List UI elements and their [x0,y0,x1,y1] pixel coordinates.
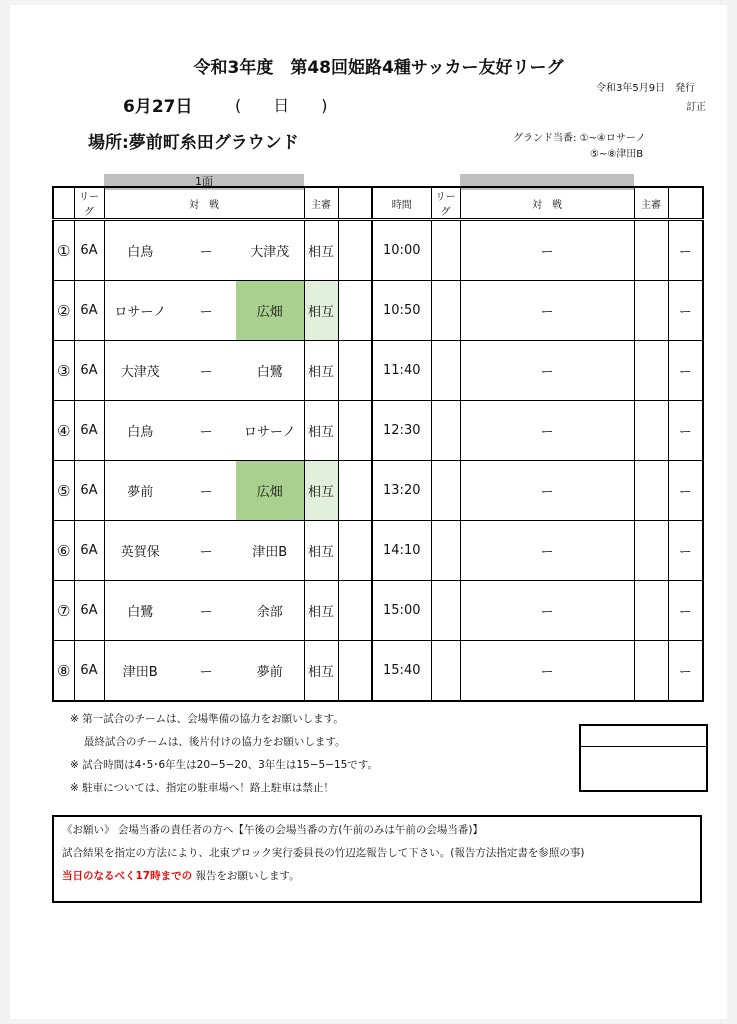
referee: 相互 [304,581,338,641]
match-number: ② [53,281,74,341]
extra: ー [668,641,703,702]
league: 6A [74,341,104,401]
kickoff-time: 13:20 [372,461,431,521]
match-2: ー [460,521,634,581]
extra: ー [668,220,703,281]
home-team: ロサーノ [104,281,176,341]
header-league: リーグ [74,187,104,220]
table-row [53,581,703,641]
match-number: ④ [53,401,74,461]
league: 6A [74,641,104,702]
versus-dash: ー [176,220,236,281]
note: ※ 試合時間は4･5･6年生は20−5−20、3年生は15−5−15です。 [70,759,379,771]
venue: 場所:夢前町糸田グラウンド [88,133,299,153]
table-row [53,461,703,521]
match-number: ① [53,220,74,281]
request-line-3: 報告をお願いします。 [195,870,300,882]
request-line-2: 試合結果を指定の方法により、北東ブロック実行委員長の竹辺迄報告して下さい。(報告方法指定書を参照の事) [62,847,585,859]
blank [338,401,372,461]
match-number: ⑦ [53,581,74,641]
match-date: 6月27日 [123,97,193,117]
blank [338,521,372,581]
request-deadline: 当日のなるべく17時までの [62,870,193,882]
schedule-table [52,186,704,702]
home-team: 夢前 [104,461,176,521]
referee: 相互 [304,220,338,281]
ref-2 [634,581,668,641]
kickoff-time: 12:30 [372,401,431,461]
extra: ー [668,281,703,341]
blank [338,581,372,641]
versus-dash: ー [176,401,236,461]
home-team: 白鳥 [104,401,176,461]
table-row [53,521,703,581]
match-2: ー [460,641,634,702]
kickoff-time: 14:10 [372,521,431,581]
referee: 相互 [304,641,338,702]
table-header [53,187,703,220]
header-time: 時間 [372,187,431,220]
versus-dash: ー [176,281,236,341]
away-team: 広畑 [236,281,304,341]
extra: ー [668,581,703,641]
ref-2 [634,521,668,581]
home-team: 英賀保 [104,521,176,581]
referee: 相互 [304,401,338,461]
extra: ー [668,521,703,581]
blank [338,281,372,341]
match-2: ー [460,220,634,281]
table-row [53,341,703,401]
away-team: 夢前 [236,641,304,702]
court-1-label: 1面 [104,174,304,190]
match-number: ⑤ [53,461,74,521]
referee: 相互 [304,521,338,581]
match-2: ー [460,281,634,341]
duty-2: ⑤~⑧津田B [590,149,644,160]
document-title: 令和3年度 第48回姫路4種サッカー友好リーグ [193,58,564,78]
table-row [53,401,703,461]
ref-2 [634,461,668,521]
blank [338,220,372,281]
league-2 [431,220,460,281]
league-2 [431,341,460,401]
league: 6A [74,461,104,521]
table-row [53,281,703,341]
versus-dash: ー [176,581,236,641]
away-team: 広畑 [236,461,304,521]
league: 6A [74,581,104,641]
home-team: 大津茂 [104,341,176,401]
league-2 [431,641,460,702]
league: 6A [74,281,104,341]
match-number: ③ [53,341,74,401]
issue-date: 令和3年5月9日 発行 [596,83,696,94]
league-2 [431,461,460,521]
duty-1: ①~④ロサーノ [579,133,646,144]
referee: 相互 [304,341,338,401]
league-2 [431,281,460,341]
away-team: 大津茂 [236,220,304,281]
blank [338,461,372,521]
match-2: ー [460,461,634,521]
request-line-1: 《お願い》 会場当番の責任者の方へ【午後の会場当番の方(午前のみは午前の会場当番)】 [62,824,484,836]
away-team: 余部 [236,581,304,641]
league: 6A [74,401,104,461]
match-2: ー [460,401,634,461]
header-ref: 主審 [304,187,338,220]
league: 6A [74,220,104,281]
duty-label: グランド当番: [513,133,577,144]
match-2: ー [460,341,634,401]
note: 最終試合のチームは、後片付けの協力をお願いします。 [70,736,346,748]
away-team: 津田B [236,521,304,581]
blank [338,341,372,401]
kickoff-time: 15:00 [372,581,431,641]
schedule-document [10,5,727,1019]
ref-2 [634,220,668,281]
table-row [53,641,703,702]
header-ref-2: 主審 [634,187,668,220]
ground-duty [513,131,646,163]
league-2 [431,581,460,641]
league: 6A [74,521,104,581]
match-2: ー [460,581,634,641]
blank [338,641,372,702]
day-of-week: ( 日 ) [235,96,328,115]
versus-dash: ー [176,641,236,702]
away-team: 白鷺 [236,341,304,401]
home-team: 津田B [104,641,176,702]
request-box [52,815,702,903]
away-team: ロサーノ [236,401,304,461]
ref-2 [634,281,668,341]
match-number: ⑧ [53,641,74,702]
home-team: 白鳥 [104,220,176,281]
ref-2 [634,401,668,461]
referee: 相互 [304,461,338,521]
league-2 [431,521,460,581]
table-row [53,220,703,281]
header-match-2: 対 戦 [460,187,634,220]
extra: ー [668,461,703,521]
versus-dash: ー [176,341,236,401]
match-number: ⑥ [53,521,74,581]
referee: 相互 [304,281,338,341]
versus-dash: ー [176,461,236,521]
versus-dash: ー [176,521,236,581]
header-league-2: リーグ [431,187,460,220]
league-2 [431,401,460,461]
revision-label: 訂正 [686,102,706,113]
ref-2 [634,341,668,401]
header-match: 対 戦 [104,187,304,220]
kickoff-time: 15:40 [372,641,431,702]
home-team: 白鷺 [104,581,176,641]
ref-2 [634,641,668,702]
kickoff-time: 11:40 [372,341,431,401]
blank-box [579,724,708,792]
kickoff-time: 10:00 [372,220,431,281]
note: ※ 駐車については、指定の駐車場へ！路上駐車は禁止！ [70,782,334,794]
extra: ー [668,401,703,461]
notes [70,708,378,800]
note: ※ 第一試合のチームは、会場準備の協力をお願いします。 [70,713,344,725]
kickoff-time: 10:50 [372,281,431,341]
extra: ー [668,341,703,401]
